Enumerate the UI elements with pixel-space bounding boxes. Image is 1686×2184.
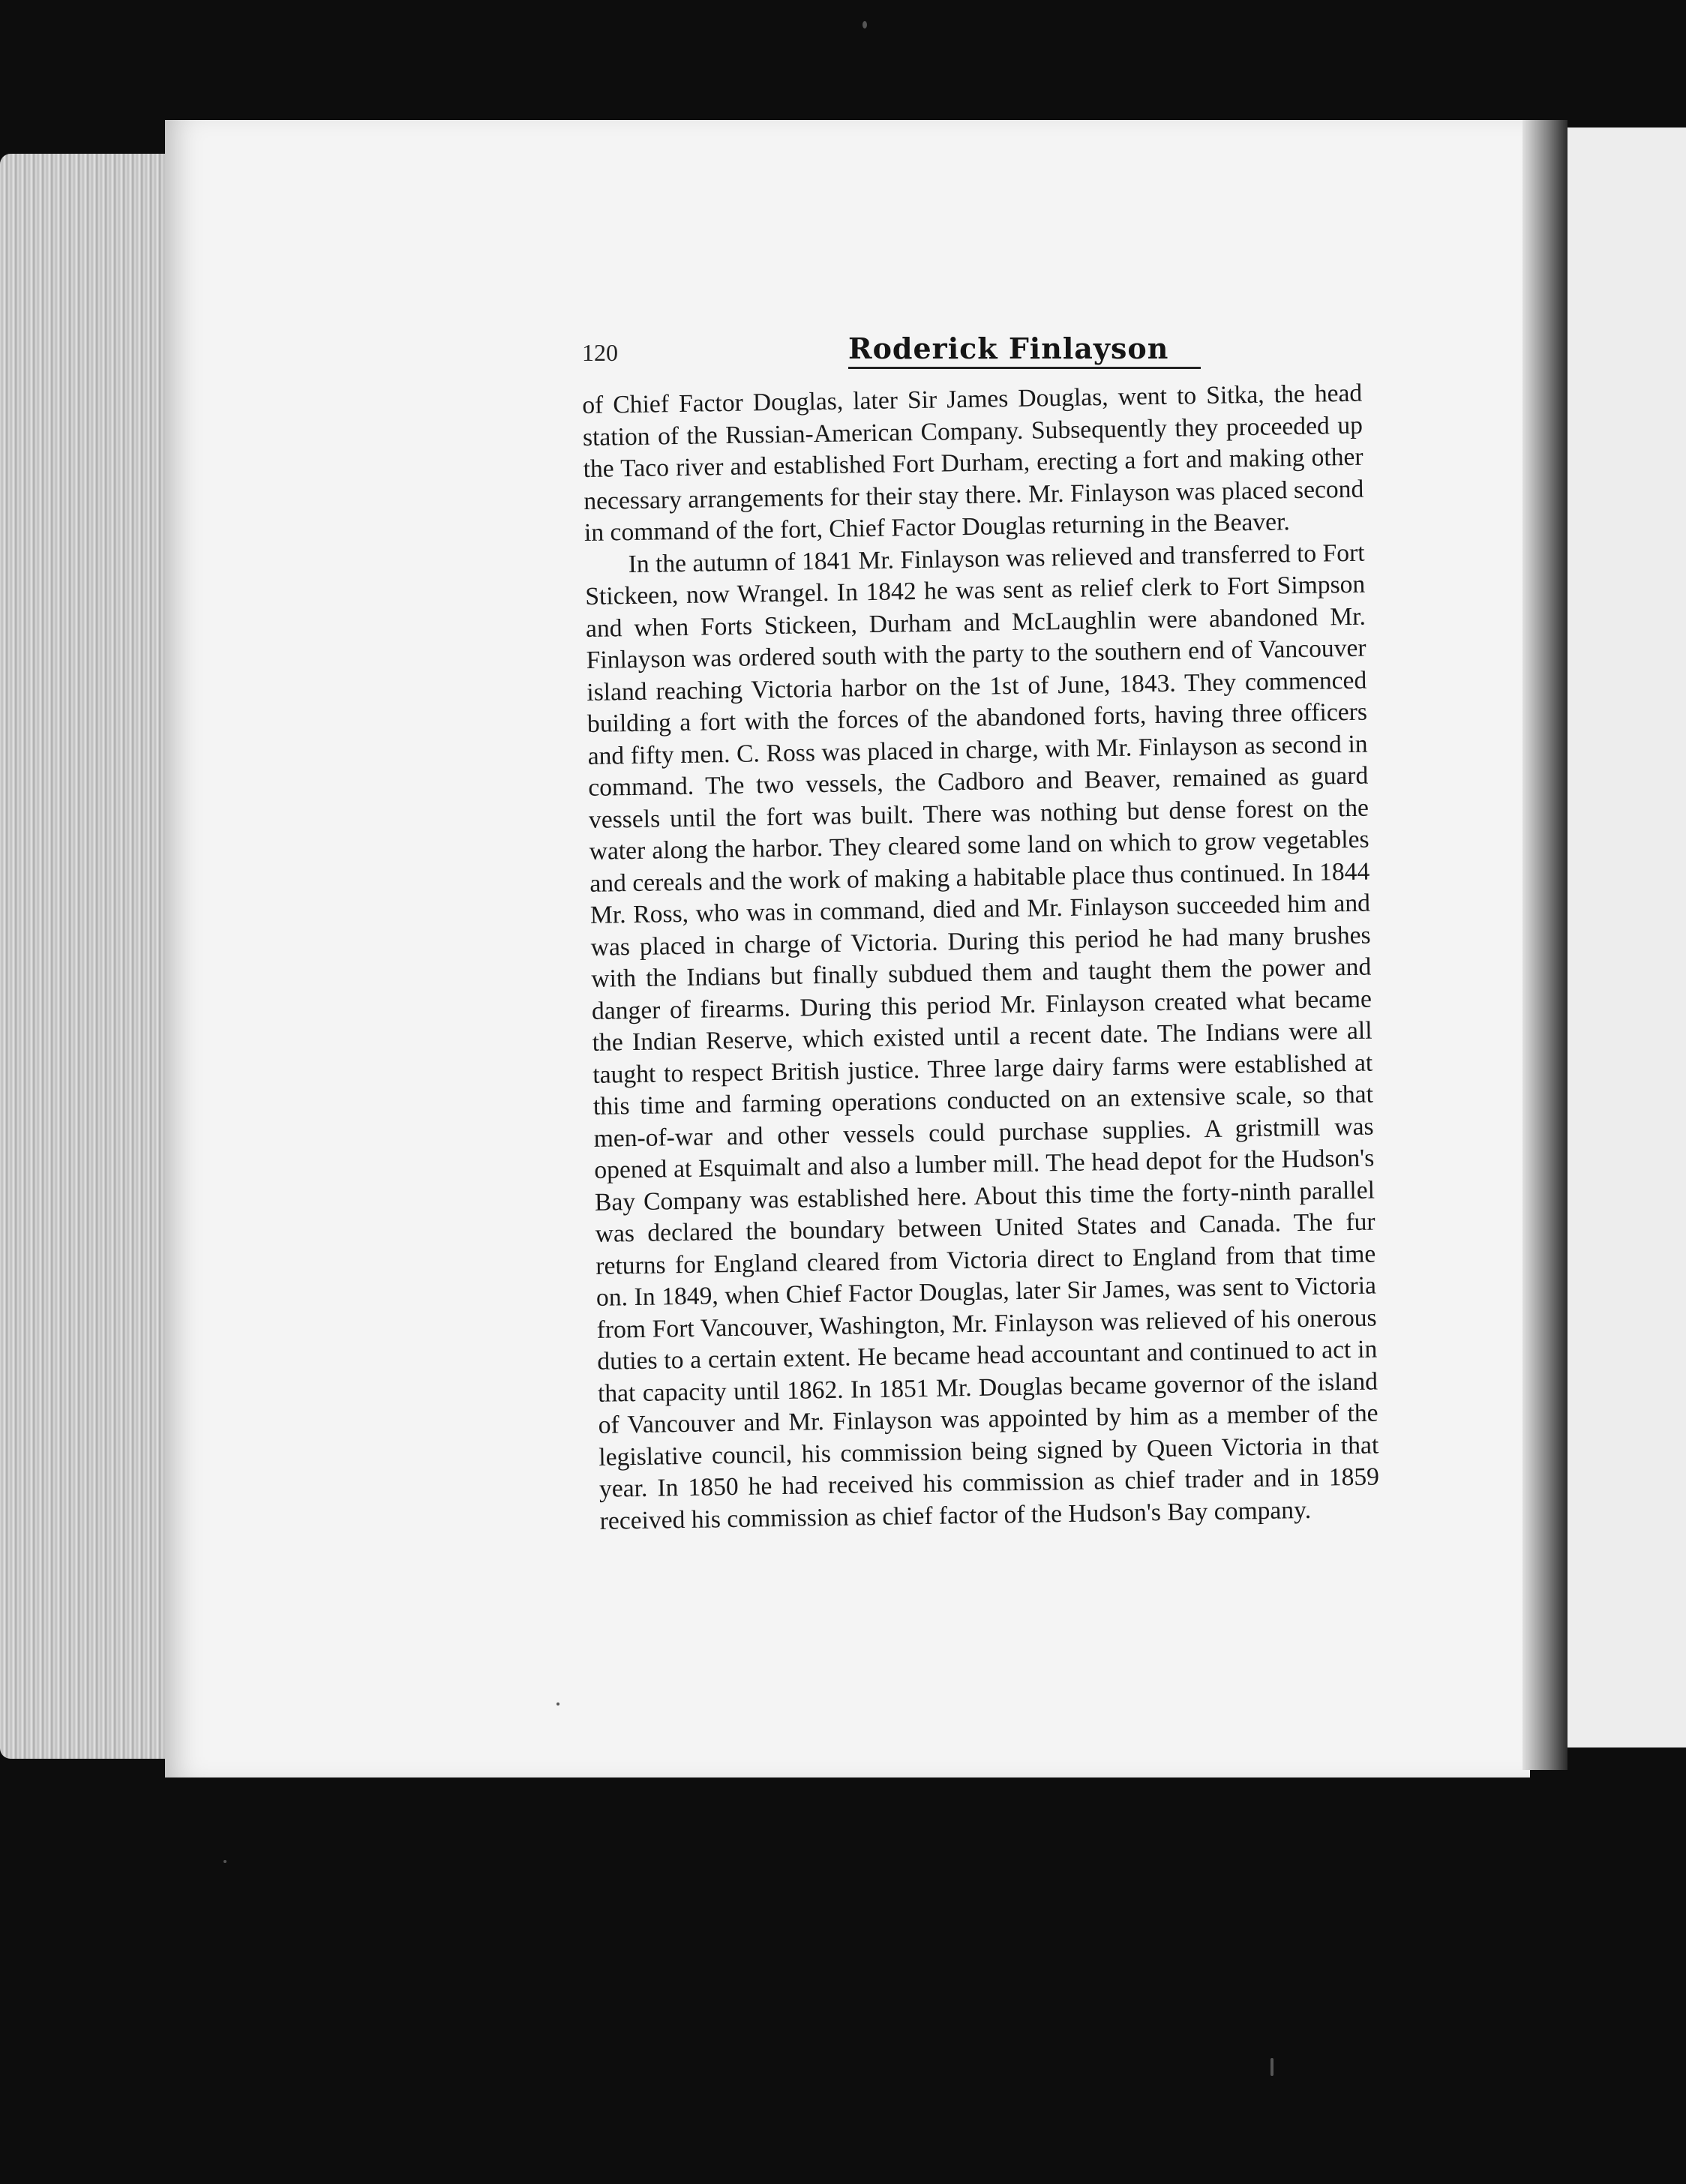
dust-speck [556, 1702, 560, 1706]
dust-speck [1270, 2058, 1274, 2076]
paragraph-continued: of Chief Factor Douglas, later Sir James Douglas, went to Sitka, the head station of the Russian-American Company. Subsequently they proceeded up the Taco river and established Fort Durham, erecting a fort and making other necessary arrangements for their stay there. Mr. Finlayson was placed second in command of the fort, Chief Factor Douglas returning in the Beaver. [582, 379, 1364, 547]
dust-speck [224, 1860, 226, 1863]
book-gutter [1522, 120, 1568, 1770]
body-text [582, 378, 1380, 1538]
dust-speck [862, 21, 867, 28]
running-head-title: Roderick Finlayson [848, 332, 1201, 369]
page-number: 120 [582, 339, 618, 366]
page-stack-edges [0, 154, 180, 1759]
running-head [582, 332, 1169, 376]
paragraph: In the autumn of 1841 Mr. Finlayson was relieved and transferred to Fort Stickeen, now Wrangel. In 1842 he was sent as relief clerk to Fort Simpson and when Forts Stickeen, Durham and McLaughlin were abandoned Mr. Finlayson was ordered south with the party to the southern end of Vancouver island reaching Victoria harbor on the 1st of June, 1843. They commenced building a fort with the forces of the abandoned forts, having three officers and fifty men. C. Ross was placed in charge, with Mr. Finlayson as second in command. The two vessels, the Cadboro and Beaver, remained as guard vessels until the fort was built. There was nothing but dense forest on the water along the harbor. They cleared some land on which to grow vegetables and cereals and the work of making a habitable place thus continued. In 1844 Mr. Ross, who was in command, died and Mr. Finlayson succeeded him and was placed in charge of Victoria. During this period he had many brushes with the Indians but finally subdued them and taught them the power and danger of firearms. During this period Mr. Finlayson created what became the Indian Reserve, which existed until a recent date. The Indians were all taught to respect British justice. Three large dairy farms were established at this time and farming operations conducted on an extensive scale, so that men-of-war and other vessels could purchase supplies. A gristmill was opened at Esquimalt and also a lumber mill. The head depot for the Hudson's Bay Company was established here. About this time the forty-ninth parallel was declared the boundary between United States and Canada. The fur returns for England cleared from Victoria direct to England from that time on. In 1849, when Chief Factor Douglas, later Sir James, was sent to Victoria from Fort Vancouver, Washington, Mr. Finlayson was relieved of his onerous duties to a certain extent. He became head accountant and continued to act in that capacity until 1862. In 1851 Mr. Douglas became governor of the island of Vancouver and Mr. Finlayson was appointed by him as a member of the legislative council, his commission being signed by Queen Victoria in that year. In 1850 he had received his commission as chief trader and in 1859 received his commission as chief factor of the Hudson's Bay company. [585, 538, 1380, 1535]
facing-page-edge [1560, 128, 1686, 1748]
